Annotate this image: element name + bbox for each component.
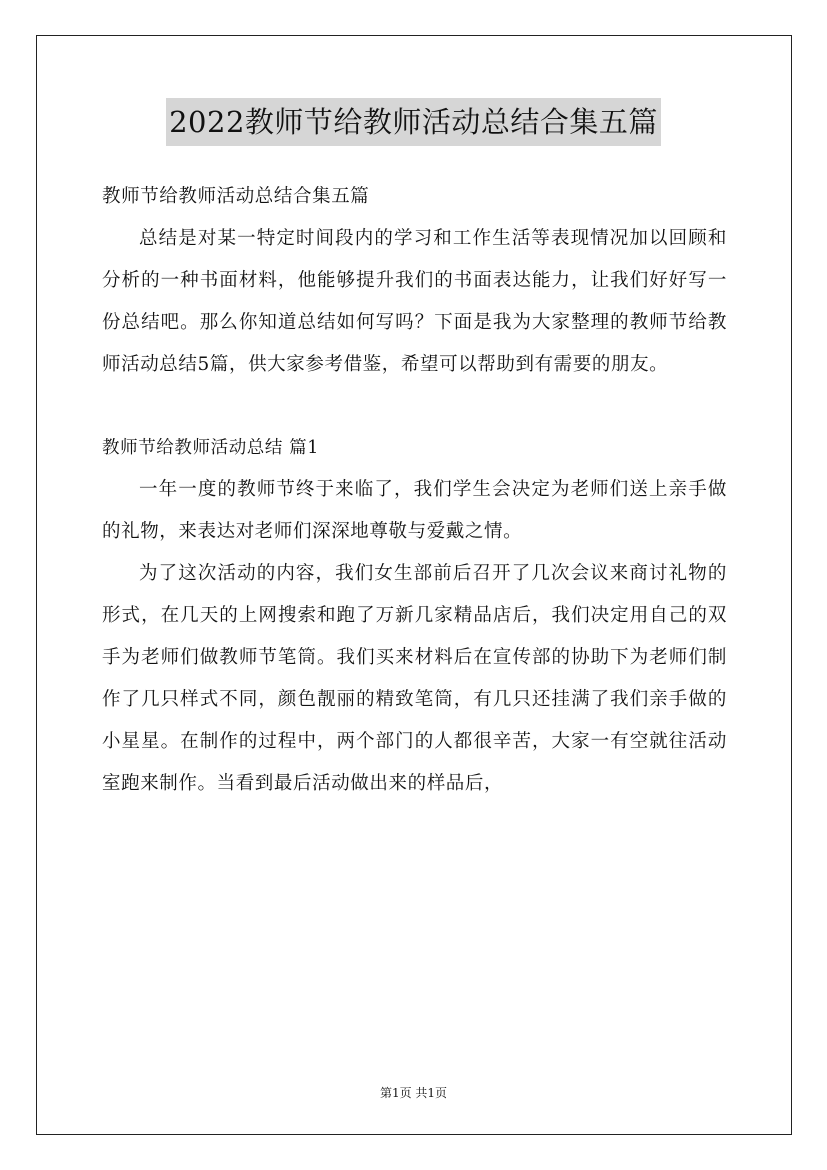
section-heading: 教师节给教师活动总结 篇1 [102, 438, 319, 458]
page-footer: 第1页 共1页 [379, 1086, 448, 1100]
document-body [102, 176, 727, 805]
intro-paragraph: 总结是对某一特定时间段内的学习和工作生活等表现情况加以回顾和分析的一种书面材料，他能够提升我们的书面表达能力，让我们好好写一份总结吧。那么你知道总结如何写吗？下面是我为大家整理的教师节给教师活动总结5篇，供大家参考借鉴，希望可以帮助到有需要的朋友。 [102, 228, 727, 375]
document-title: 2022教师节给教师活动总结合集五篇 [166, 98, 661, 146]
subtitle: 教师节给教师活动总结合集五篇 [102, 186, 370, 207]
body-paragraph-2: 为了这次活动的内容，我们女生部前后召开了几次会议来商讨礼物的形式，在几天的上网搜索和跑了万新几家精品店后，我们决定用自己的双手为老师们做教师节笔筒。我们买来材料后在宣传部的协助下为老师们制作了几只样式不同，颜色靓丽的精致笔筒，有几只还挂满了我们亲手做的小星星。在制作的过程中，两个部门的人都很辛苦，大家一有空就往活动室跑来制作。当看到最后活动做出来的样品后， [102, 563, 727, 794]
body-paragraph-1: 一年一度的教师节终于来临了，我们学生会决定为老师们送上亲手做的礼物，来表达对老师们深深地尊敬与爱戴之情。 [102, 479, 727, 542]
title-container [0, 98, 827, 146]
section-gap [102, 386, 727, 427]
